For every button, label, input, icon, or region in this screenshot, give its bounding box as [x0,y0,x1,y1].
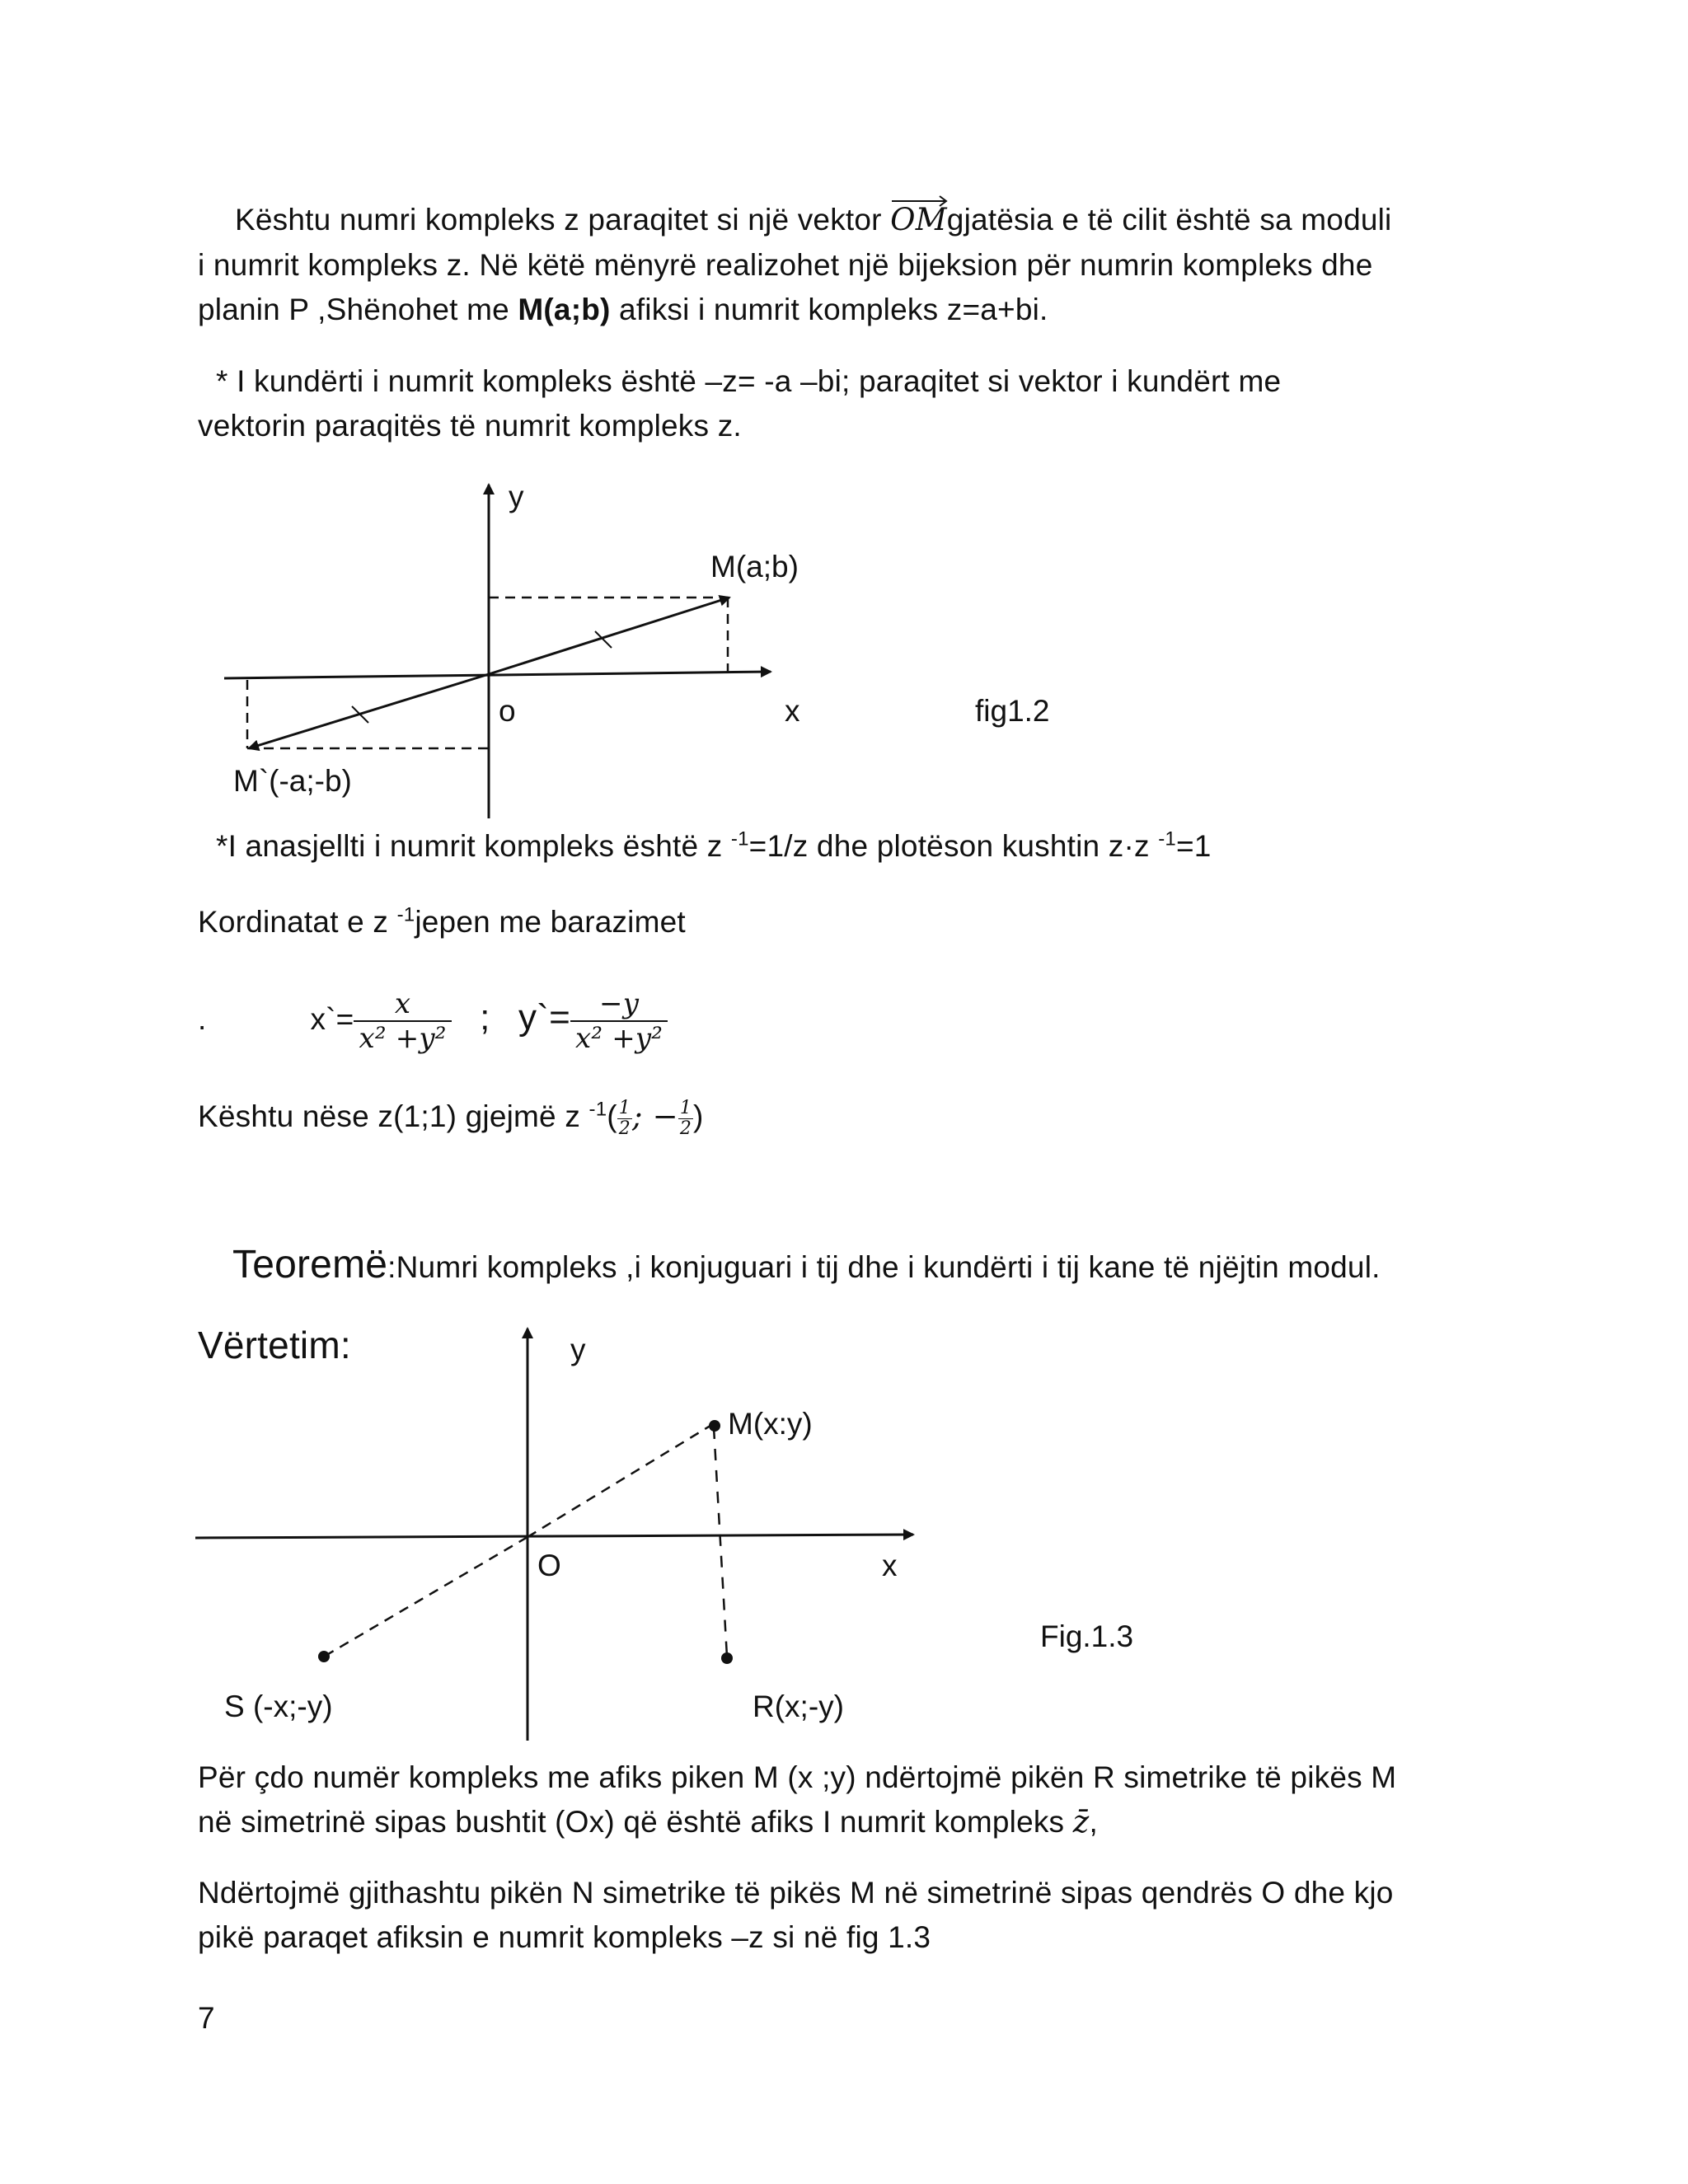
theorem-title: Teoremë [232,1243,388,1286]
para1-line2: i numrit kompleks z. Në këtë mënyrë realizohet një bijeksion për numrin kompleks dhe [198,248,1373,282]
example-line [198,1088,704,1146]
para3-line1: Për çdo numër kompleks me afiks piken M (x ;y) ndërtojmë pikën R simetrike të pikës M [198,1760,1397,1794]
formula-y-fraction [570,987,668,1055]
fig13-r-label: R(x;-y) [753,1690,844,1723]
para4-line2: pikë paraqet afiksin e numrit kompleks –z si në fig 1.3 [198,1920,931,1954]
formula-x-denominator: x² +y² [359,1022,447,1056]
example-fraction-1-den: 2 [618,1118,631,1139]
fig13-point-m [709,1420,720,1432]
fig12-o-label: o [499,694,516,728]
vector-om-label: OM [890,202,947,237]
fig13-s-label: S (-x;-y) [224,1690,333,1723]
fig12-vector-om-prime [249,674,489,748]
para2-line2: vektorin paraqitës të numrit kompleks z. [198,409,742,443]
proof-title: Vërtetim: [198,1324,351,1366]
fig13-x-axis [195,1535,913,1538]
inverse-text-b: =1/z dhe plotëson kushtin z·z [748,829,1159,863]
example-separator: ; − [631,1099,678,1134]
vector-arrow-icon [890,193,956,209]
theorem-line [232,1243,1381,1290]
para4-line1: Ndërtojmë gjithashtu pikën N simetrike të pikës M në simetrinë sipas qendrës O dhe kjo [198,1876,1394,1910]
formula-x-label: x`= [310,1002,354,1036]
inverse-text-c: =1 [1175,829,1212,863]
fig12-x-axis [224,672,771,678]
fig13-m-label: M(x:y) [728,1407,813,1441]
example-fraction-2 [678,1099,693,1139]
para3-line2-comma: , [1089,1805,1098,1839]
fig13-y-label: y [570,1333,586,1366]
para1-line3-text: planin P ,Shënohet me [198,293,518,326]
example-fraction-1-num: 1 [618,1097,631,1118]
coords-sup: -1 [396,903,415,926]
para1-line1 [235,198,1391,242]
example-close-paren: ) [693,1099,704,1133]
fig13-o-label: O [537,1549,561,1582]
conjugate-z-bar: z̄ [1072,1804,1090,1840]
fig13-dash-om [528,1424,713,1537]
fig12-mprime-label: M`(-a;-b) [233,764,352,798]
fig13-x-label: x [882,1549,898,1582]
inverse-sup-1: -1 [730,827,749,851]
para3-line2-text: në simetrinë sipas bushtit (Ox) që është afiks I numrit kompleks [198,1805,1073,1839]
para1-line3-text-c: afiksi i numrit kompleks z=a+bi. [610,293,1048,326]
coords-text-b: jepen me barazimet [415,905,686,939]
coords-text-a: Kordinatat e z [198,905,397,939]
formula-dot: . [198,1002,207,1036]
fig12-caption: fig1.2 [975,694,1050,728]
formula-y-denominator: x² +y² [574,1022,663,1056]
inverse-sup-2: -1 [1158,827,1176,851]
para2-line1: * I kundërti i numrit kompleks është –z= -a –bi; paraqitet si vektor i kundërt me [216,364,1282,398]
example-fraction-1 [617,1099,632,1139]
inverse-text-a: *I anasjellti i numrit kompleks është z [216,829,731,863]
para1-line1-text-b: gjatësia e të cilit është sa moduli [946,203,1392,237]
example-fraction-2-den: 2 [679,1118,692,1139]
fig12-x-label: x [785,694,800,728]
fig12-tick-1 [595,631,612,648]
fig13-point-s [318,1651,330,1662]
vector-om [890,198,947,242]
fig13-dash-os [324,1537,528,1657]
fig12-m-label: M(a;b) [710,550,799,583]
fig12-vector-om [489,598,729,674]
fig12-tick-2 [352,706,368,723]
formula-separator: ; [480,997,490,1038]
formula-y-label: y`= [518,997,570,1038]
coords-line [198,900,686,944]
theorem-text: :Numri kompleks ,i konjuguari i tij dhe i kundërti i tij kane të njëjtin modul. [387,1250,1381,1284]
formula-x-fraction [354,987,451,1055]
example-text: Kështu nëse z(1;1) gjejmë z [198,1099,589,1133]
para1-line1-text: Kështu numri kompleks z paraqitet si një vektor [235,203,891,237]
affix-m-bold: M(a;b) [518,293,611,326]
example-fraction-2-num: 1 [679,1097,692,1118]
fig13-point-r [721,1652,733,1664]
fig13-caption: Fig.1.3 [1040,1619,1134,1653]
fig13-dash-mr [714,1427,727,1657]
formula-x-numerator: x [354,987,451,1022]
fig12-y-label: y [509,480,524,513]
example-open-paren: ( [607,1099,617,1133]
inverse-line [216,824,1212,869]
para3-line2 [198,1800,1098,1844]
para1-line3 [198,288,1048,332]
formula-y-numerator: −y [570,987,668,1022]
example-sup: -1 [588,1098,607,1121]
formula-line [198,985,668,1055]
page-number: 7 [198,2001,215,2035]
